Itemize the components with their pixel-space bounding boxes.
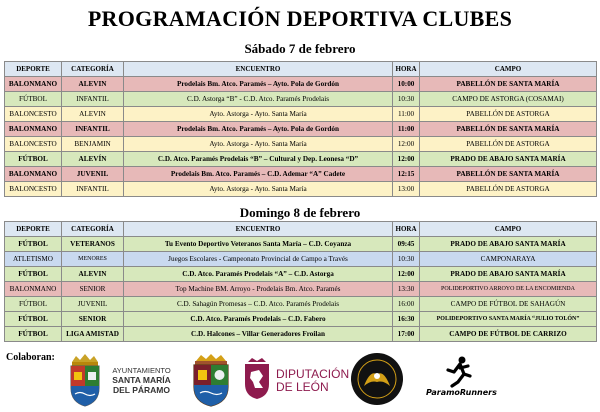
venue-cell: CAMPO DE FÚTBOL DE CARRIZO xyxy=(420,327,597,342)
table-row xyxy=(5,327,597,342)
category-cell: SENIOR xyxy=(62,282,124,297)
category-cell: SENIOR xyxy=(62,312,124,327)
time-cell: 09:45 xyxy=(393,237,420,252)
table-row xyxy=(5,282,597,297)
time-cell: 11:00 xyxy=(393,107,420,122)
table-row xyxy=(5,107,597,122)
match-cell: C.D. Atco. Paramés Prodelais “A” – C.D. Astorga xyxy=(124,267,393,282)
ayuntamiento-logo xyxy=(66,352,176,408)
match-cell: C.D. Astorga “B” - C.D. Atco. Paramés Prodelais xyxy=(124,92,393,107)
table-row xyxy=(5,137,597,152)
ayuntamiento-line3: DEL PÁRAMO xyxy=(113,385,170,395)
time-cell: 16:30 xyxy=(393,312,420,327)
venue-cell: PABELLÓN DE SANTA MARÍA xyxy=(420,77,597,92)
sport-cell: FÚTBOL xyxy=(5,267,62,282)
table-row xyxy=(5,77,597,92)
time-cell: 11:00 xyxy=(393,122,420,137)
table-row xyxy=(5,152,597,167)
sport-cell: ATLETISMO xyxy=(5,252,62,267)
header-sport: DEPORTE xyxy=(5,222,62,237)
ayuntamiento-line1: AYUNTAMIENTO xyxy=(112,366,171,375)
sport-cell: FÚTBOL xyxy=(5,297,62,312)
category-cell: BENJAMIN xyxy=(62,137,124,152)
category-cell: ALEVIN xyxy=(62,267,124,282)
venue-cell: CAMPONARAYA xyxy=(420,252,597,267)
sport-cell: BALONMANO xyxy=(5,77,62,92)
table-row xyxy=(5,297,597,312)
time-cell: 12:00 xyxy=(393,152,420,167)
category-cell: VETERANOS xyxy=(62,237,124,252)
provincial-crest-logo xyxy=(188,353,234,407)
time-cell: 10:00 xyxy=(393,77,420,92)
paramo-runners-text: ParamoRunners xyxy=(426,388,497,397)
header-venue: CAMPO xyxy=(420,62,597,77)
time-cell: 16:00 xyxy=(393,297,420,312)
venue-cell: CAMPO DE FÚTBOL DE SAHAGÚN xyxy=(420,297,597,312)
runner-icon xyxy=(440,356,480,388)
sport-cell: BALONCESTO xyxy=(5,107,62,122)
match-cell: Juegos Escolares - Campeonato Provincial de Campo a Través xyxy=(124,252,393,267)
header-venue: CAMPO xyxy=(420,222,597,237)
table-header-row xyxy=(5,62,597,77)
category-cell: JUVENIL xyxy=(62,297,124,312)
category-cell: ALEVÍN xyxy=(62,152,124,167)
match-cell: Top Machine BM. Arroyo - Prodelais Bm. Atco. Paramés xyxy=(124,282,393,297)
collaborators-label: Colaboran: xyxy=(6,352,55,363)
table-row xyxy=(5,92,597,107)
venue-cell: PABELLÓN DE SANTA MARÍA xyxy=(420,122,597,137)
table-header-row xyxy=(5,222,597,237)
match-cell: Ayto. Astorga - Ayto. Santa María xyxy=(124,107,393,122)
diputacion-line1: DIPUTACIÓN xyxy=(276,367,350,381)
match-cell: Ayto. Astorga - Ayto. Santa María xyxy=(124,182,393,197)
match-cell: Prodelais Bm. Atco. Paramés – C.D. Ademar “A” Cadete xyxy=(124,167,393,182)
club-circle-logo xyxy=(350,352,404,406)
match-cell: Tu Evento Deportivo Veteranos Santa María – C.D. Coyanza xyxy=(124,237,393,252)
club-emblem-icon xyxy=(350,352,404,406)
table-row xyxy=(5,312,597,327)
sport-cell: FÚTBOL xyxy=(5,92,62,107)
table-row xyxy=(5,267,597,282)
match-cell: Ayto. Astorga - Ayto. Santa María xyxy=(124,137,393,152)
category-cell: LIGA AMISTAD xyxy=(62,327,124,342)
venue-cell: PRADO DE ABAJO SANTA MARÍA xyxy=(420,152,597,167)
venue-cell: POLIDEPORTIVO ARROYO DE LA ENCOMIENDA xyxy=(420,282,597,297)
venue-cell: PABELLÓN DE SANTA MARÍA xyxy=(420,167,597,182)
saturday-heading: Sábado 7 de febrero xyxy=(244,41,356,56)
time-cell: 13:00 xyxy=(393,182,420,197)
header-time: HORA xyxy=(393,62,420,77)
sport-cell: BALONMANO xyxy=(5,122,62,137)
sunday-heading: Domingo 8 de febrero xyxy=(239,205,361,220)
sport-cell: BALONCESTO xyxy=(5,137,62,152)
match-cell: C.D. Atco. Paramés Prodelais – C.D. Fabero xyxy=(124,312,393,327)
diputacion-crest-icon xyxy=(242,356,272,400)
header-sport: DEPORTE xyxy=(5,62,62,77)
header-category: CATEGORÍA xyxy=(62,62,124,77)
venue-cell: PABELLÓN DE ASTORGA xyxy=(420,107,597,122)
table-row xyxy=(5,122,597,137)
category-cell: ALEVIN xyxy=(62,107,124,122)
venue-cell: PRADO DE ABAJO SANTA MARÍA xyxy=(420,237,597,252)
header-time: HORA xyxy=(393,222,420,237)
venue-cell: PRADO DE ABAJO SANTA MARÍA xyxy=(420,267,597,282)
ayuntamiento-crest-icon xyxy=(66,352,104,408)
table-row xyxy=(5,237,597,252)
sport-cell: BALONMANO xyxy=(5,167,62,182)
time-cell: 10:30 xyxy=(393,92,420,107)
saturday-schedule-table xyxy=(4,61,597,197)
match-cell: C.D. Atco. Paramés Prodelais “B” – Cultural y Dep. Leonesa “D” xyxy=(124,152,393,167)
category-cell: JUVENIL xyxy=(62,167,124,182)
sport-cell: FÚTBOL xyxy=(5,152,62,167)
venue-cell: CAMPO DE ASTORGA (COSAMAI) xyxy=(420,92,597,107)
paramo-runners-logo xyxy=(426,356,496,404)
time-cell: 12:00 xyxy=(393,137,420,152)
match-cell: Prodelais Bm. Atco. Paramés – Ayto. Pola de Gordón xyxy=(124,77,393,92)
table-row xyxy=(5,182,597,197)
sunday-schedule-table xyxy=(4,221,597,342)
venue-cell: PABELLÓN DE ASTORGA xyxy=(420,182,597,197)
sport-cell: BALONMANO xyxy=(5,282,62,297)
provincial-crest-icon xyxy=(188,353,234,407)
match-cell: C.D. Halcones – Villar Generadores Froilan xyxy=(124,327,393,342)
header-match: ENCUENTRO xyxy=(124,62,393,77)
category-cell: INFANTIL xyxy=(62,92,124,107)
match-cell: Prodelais Bm. Atco. Paramés – Ayto. Pola de Gordón xyxy=(124,122,393,137)
category-cell: ALEVIN xyxy=(62,77,124,92)
header-category: CATEGORÍA xyxy=(62,222,124,237)
page-title: PROGRAMACIÓN DEPORTIVA CLUBES xyxy=(87,6,513,31)
category-cell: MENORES xyxy=(62,252,124,267)
diputacion-line2: DE LEÓN xyxy=(276,380,329,394)
time-cell: 12:15 xyxy=(393,167,420,182)
sport-cell: FÚTBOL xyxy=(5,237,62,252)
table-row xyxy=(5,167,597,182)
time-cell: 13:30 xyxy=(393,282,420,297)
table-row xyxy=(5,252,597,267)
time-cell: 17:00 xyxy=(393,327,420,342)
category-cell: INFANTIL xyxy=(62,182,124,197)
time-cell: 12:00 xyxy=(393,267,420,282)
match-cell: C.D. Sahagún Promesas – C.D. Atco. Paramés Prodelais xyxy=(124,297,393,312)
sport-cell: FÚTBOL xyxy=(5,312,62,327)
ayuntamiento-line2: SANTA MARÍA xyxy=(112,375,171,385)
venue-cell: PABELLÓN DE ASTORGA xyxy=(420,137,597,152)
sport-cell: FÚTBOL xyxy=(5,327,62,342)
sport-cell: BALONCESTO xyxy=(5,182,62,197)
time-cell: 10:30 xyxy=(393,252,420,267)
diputacion-leon-logo xyxy=(242,354,350,404)
venue-cell: POLIDEPORTIVO SANTA MARÍA “JULIO TOLÓN” xyxy=(420,312,597,327)
category-cell: INFANTIL xyxy=(62,122,124,137)
header-match: ENCUENTRO xyxy=(124,222,393,237)
